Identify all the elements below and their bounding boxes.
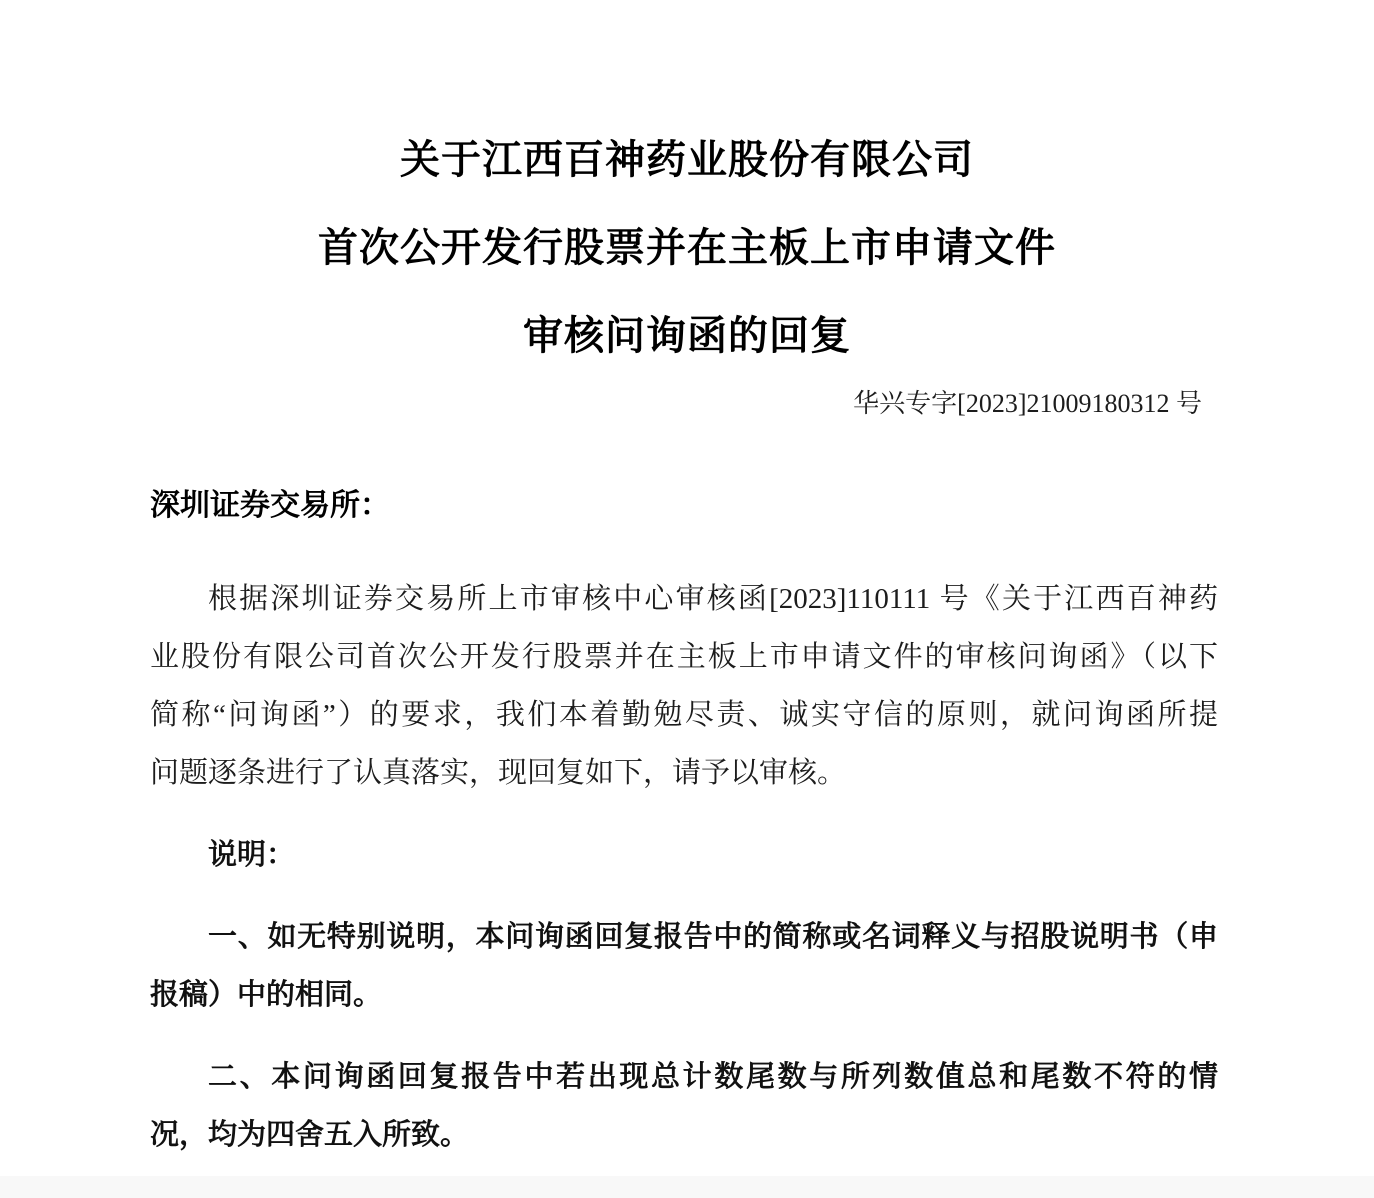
document-title-line-3: 审核问询函的回复 bbox=[523, 313, 851, 358]
paragraph-line: 二、本问询函回复报告中若出现总计数尾数与所列数值总和尾数不符的情 bbox=[208, 1061, 1218, 1093]
paragraph-line: 根据深圳证券交易所上市审核中心审核函[2023]110111 号《关于江西百神药 bbox=[208, 583, 1218, 615]
paragraph bbox=[150, 1048, 1218, 1164]
page-bottom-band bbox=[0, 1176, 1374, 1198]
paragraph-line: 简称“问询函”）的要求，我们本着勤勉尽责、诚实守信的原则，就问询函所提 bbox=[150, 699, 1218, 731]
reference-number: 华兴专字[2023]21009180312 号 bbox=[853, 389, 1202, 418]
paragraph-line: 说明： bbox=[208, 839, 296, 871]
document-title bbox=[0, 0, 1374, 380]
paragraph-line: 业股份有限公司首次公开发行股票并在主板上市申请文件的审核问询函》（以下 bbox=[150, 641, 1218, 673]
paragraphs-container bbox=[150, 570, 1218, 1164]
paragraph-line: 报稿）中的相同。 bbox=[150, 979, 383, 1011]
paragraph-line: 问题逐条进行了认真落实，现回复如下，请予以审核。 bbox=[150, 757, 847, 789]
document-body bbox=[0, 486, 1374, 1164]
paragraph bbox=[150, 570, 1218, 802]
salutation: 深圳证券交易所： bbox=[150, 489, 390, 522]
paragraph-line: 一、如无特别说明，本问询函回复报告中的简称或名词释义与招股说明书（申 bbox=[208, 921, 1218, 953]
paragraph-line: 况，均为四舍五入所致。 bbox=[150, 1119, 470, 1151]
document-title-line-2: 首次公开发行股票并在主板上市申请文件 bbox=[318, 225, 1056, 270]
paragraph bbox=[150, 826, 1218, 884]
document-title-line-1: 关于江西百神药业股份有限公司 bbox=[400, 137, 974, 182]
paragraph bbox=[150, 908, 1218, 1024]
